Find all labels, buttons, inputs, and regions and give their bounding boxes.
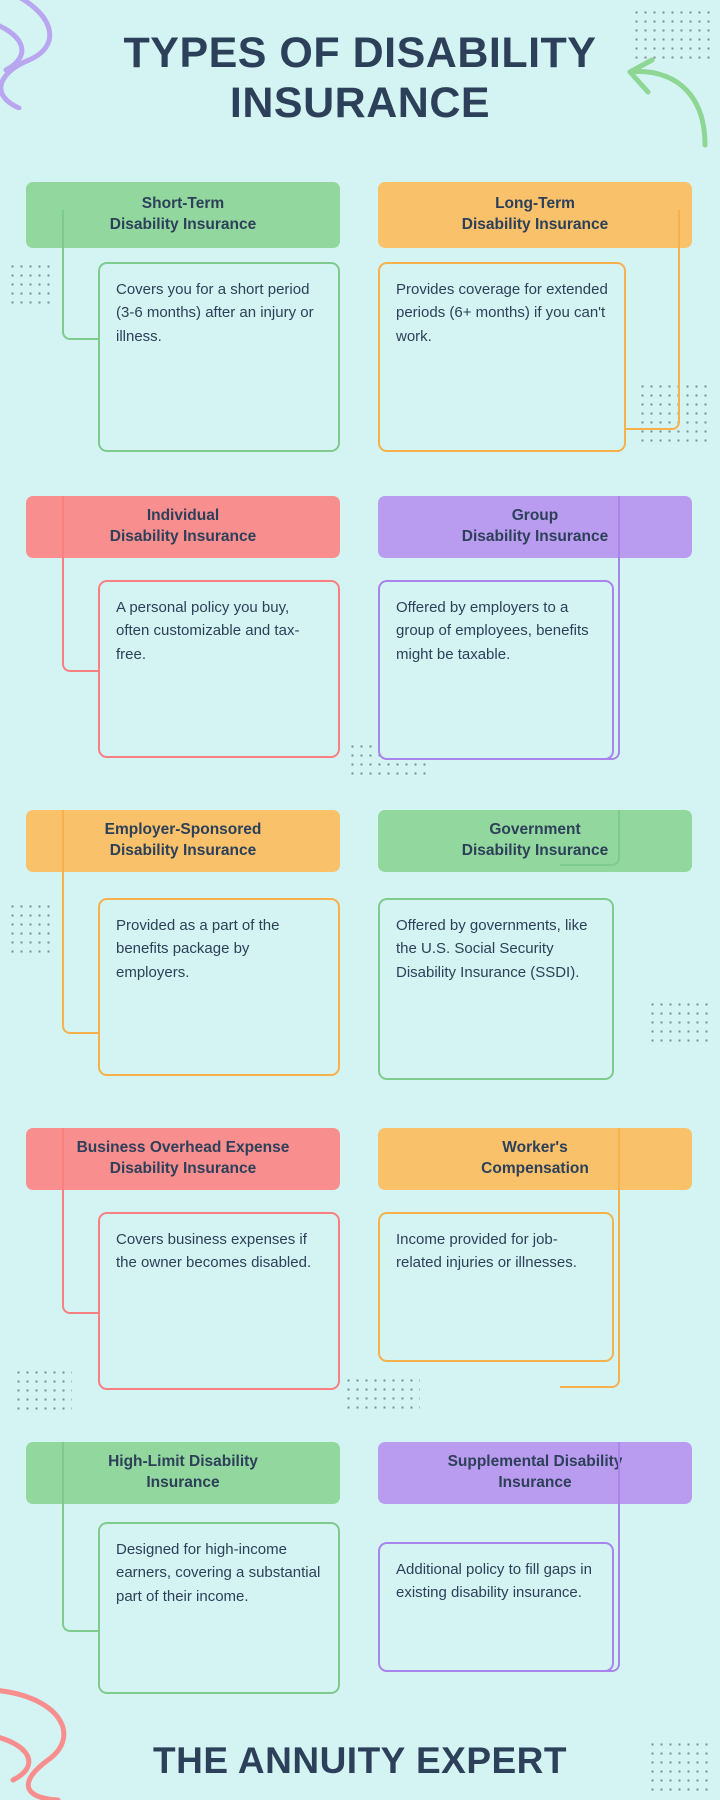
- card-title-line2-individual: Disability Insurance: [109, 528, 257, 545]
- card-body-workers-compensation: Income provided for job-related injuries or illnesses.: [378, 1212, 614, 1362]
- card-title-line1-government: Government: [489, 821, 581, 839]
- card-body-business-overhead-expense: Covers business expenses if the owner becomes disabled.: [98, 1212, 340, 1390]
- card-title-line1-individual: Individual: [146, 507, 220, 525]
- card-header-supplemental[interactable]: [378, 1442, 692, 1504]
- card-title-line2-long-term: Disability Insurance: [461, 216, 609, 233]
- card-body-employer-sponsored: Provided as a part of the benefits package by employers.: [98, 898, 340, 1076]
- card-title-line2-workers-compensation: Compensation: [481, 1160, 589, 1177]
- card-title-line2-business-overhead-expense: Disability Insurance: [109, 1160, 257, 1177]
- card-title-line1-employer-sponsored: Employer-Sponsored: [104, 821, 262, 839]
- card-body-government: Offered by governments, like the U.S. Social Security Disability Insurance (SSDI).: [378, 898, 614, 1080]
- dot-pattern-right-2: [648, 1000, 712, 1046]
- card-title-line1-high-limit: High-Limit Disability: [108, 1453, 258, 1471]
- dot-pattern-mid-2: [344, 1376, 420, 1410]
- card-body-supplemental: Additional policy to fill gaps in existing disability insurance.: [378, 1542, 614, 1672]
- dot-pattern-left-2: [8, 902, 54, 958]
- card-body-group: Offered by employers to a group of employees, benefits might be taxable.: [378, 580, 614, 760]
- card-title-line2-employer-sponsored: Disability Insurance: [109, 842, 257, 859]
- card-title-line1-business-overhead-expense: Business Overhead Expense: [76, 1139, 290, 1157]
- card-body-individual: A personal policy you buy, often customizable and tax-free.: [98, 580, 340, 758]
- card-title-line2-group: Disability Insurance: [461, 528, 609, 545]
- card-body-long-term: Provides coverage for extended periods (6+ months) if you can't work.: [378, 262, 626, 452]
- card-title-line1-workers-compensation: Worker's: [502, 1139, 568, 1157]
- card-title-line2-short-term: Disability Insurance: [109, 216, 257, 233]
- card-body-high-limit: Designed for high-income earners, covering a substantial part of their income.: [98, 1522, 340, 1694]
- connector-long-term: [620, 210, 680, 430]
- page-title-text: TYPES OF DISABILITY INSURANCE: [123, 29, 597, 128]
- card-title-line1-short-term: Short-Term: [141, 195, 225, 213]
- card-title-line1-supplemental: Supplemental Disability: [447, 1453, 623, 1471]
- card-body-short-term: Covers you for a short period (3-6 months) after an injury or illness.: [98, 262, 340, 452]
- card-title-line2-government: Disability Insurance: [461, 842, 609, 859]
- card-header-group[interactable]: [378, 496, 692, 558]
- card-title-line2-high-limit: Insurance: [146, 1474, 220, 1491]
- card-title-line1-long-term: Long-Term: [495, 195, 575, 213]
- dot-pattern-left-1: [8, 262, 54, 308]
- card-title-line2-supplemental: Insurance: [498, 1474, 572, 1491]
- card-header-government[interactable]: [378, 810, 692, 872]
- connector-government: [560, 810, 620, 866]
- dot-pattern-left-3: [14, 1368, 72, 1414]
- card-header-workers-compensation[interactable]: [378, 1128, 692, 1190]
- card-title-line1-group: Group: [511, 507, 559, 525]
- footer-brand: THE ANNUITY EXPERT: [153, 1740, 567, 1781]
- page-title: [0, 28, 720, 129]
